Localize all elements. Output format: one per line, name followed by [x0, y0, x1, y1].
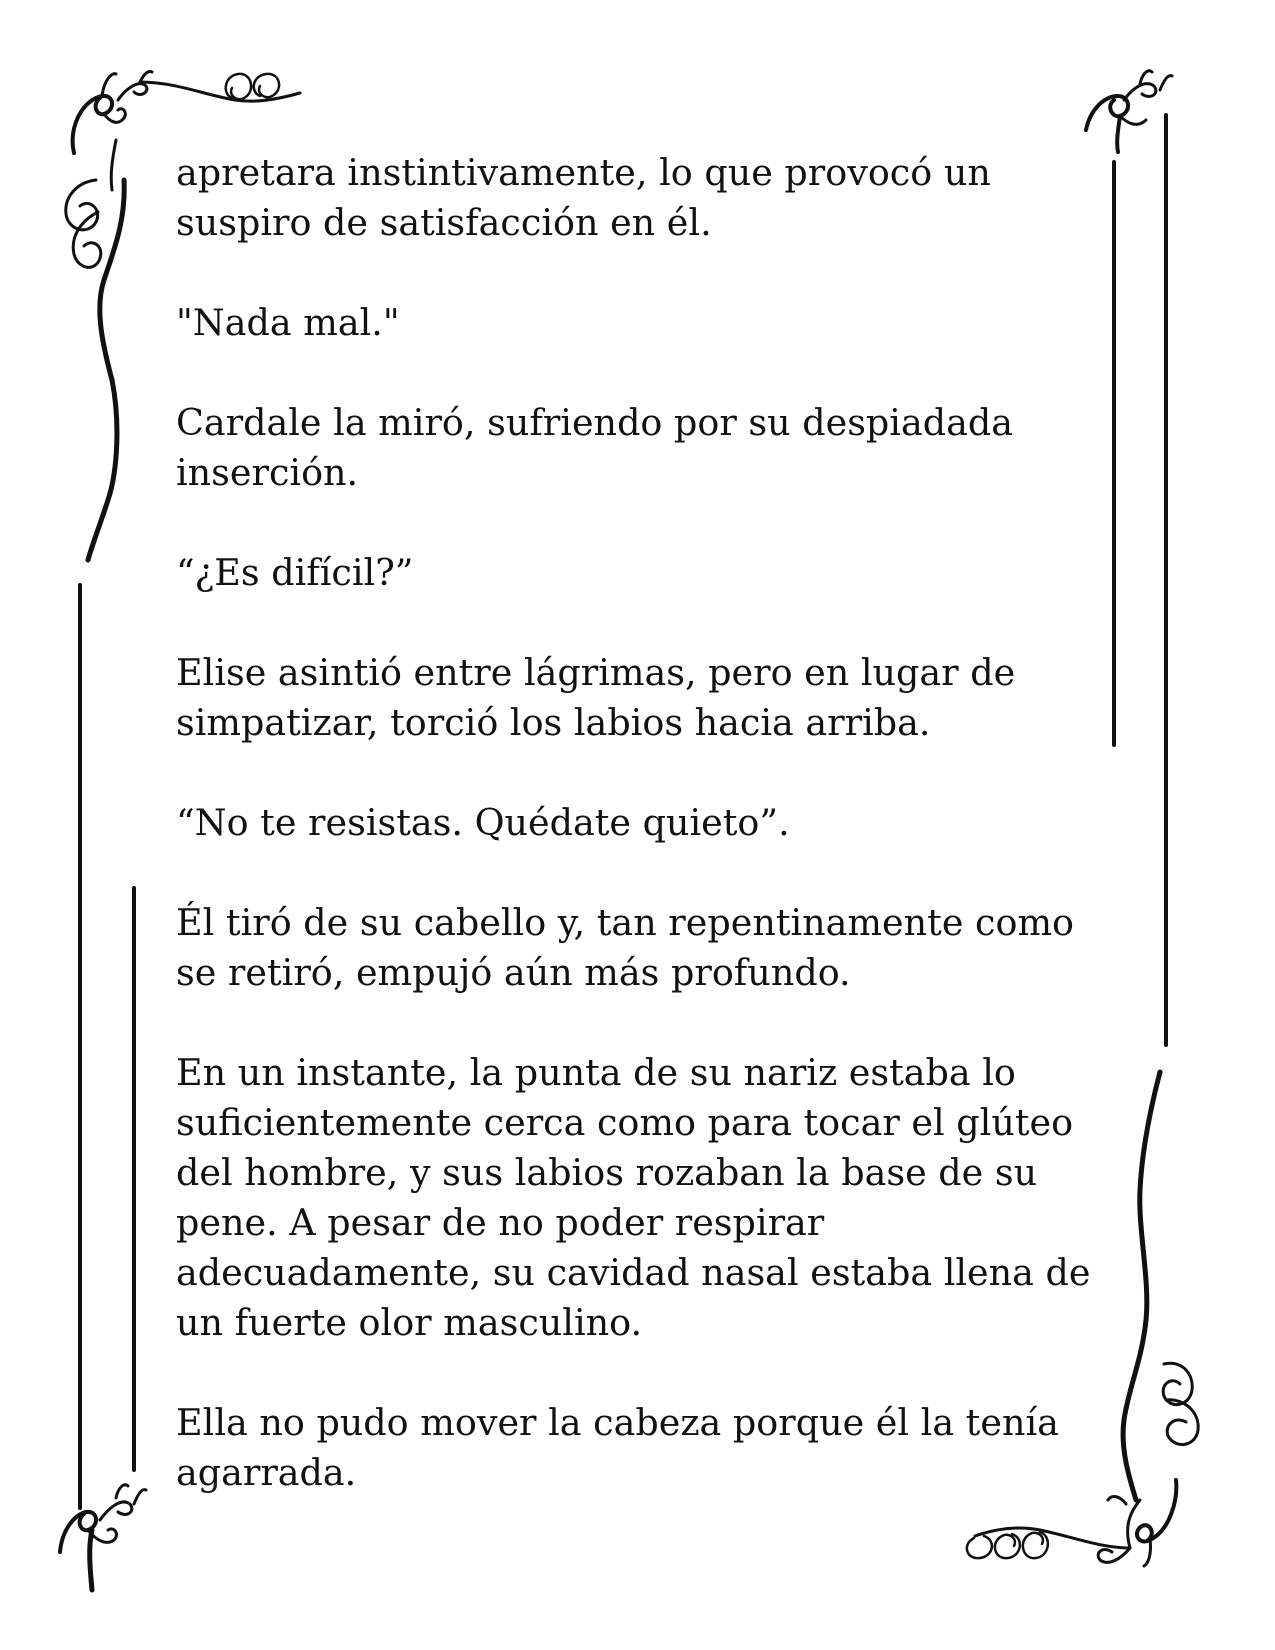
flourish-bottom-left-icon	[60, 1485, 146, 1590]
paragraph-8: En un instante, la punta de su nariz estaba lo suficientemente cerca como para tocar el glúteo del hombre, y sus labios rozaban la base de su pene. A pesar de no poder respirar adecuadamente, su cavidad nasal estaba llena de un fuerte olor masculino.	[176, 1051, 1091, 1344]
body-text	[176, 148, 1096, 1548]
paragraph-9: Ella no pudo mover la cabeza porque él la tenía agarrada.	[176, 1401, 1059, 1494]
paragraph-6: “No te resistas. Quédate quieto”.	[176, 801, 790, 844]
paragraph-5: Elise asintió entre lágrimas, pero en lugar de simpatizar, torció los labios hacia arriba.	[176, 651, 1016, 744]
paragraph-1: apretara instintivamente, lo que provocó un suspiro de satisfacción en él.	[176, 151, 991, 244]
paragraph-4: “¿Es difícil?”	[176, 551, 414, 594]
paragraph-3: Cardale la miró, sufriendo por su despiadada inserción.	[176, 401, 1013, 494]
paragraph-2: "Nada mal."	[176, 301, 400, 344]
paragraph-7: Él tiró de su cabello y, tan repentinamente como se retiró, empujó aún más profundo.	[176, 901, 1075, 994]
flourish-top-right-icon	[1086, 71, 1172, 152]
